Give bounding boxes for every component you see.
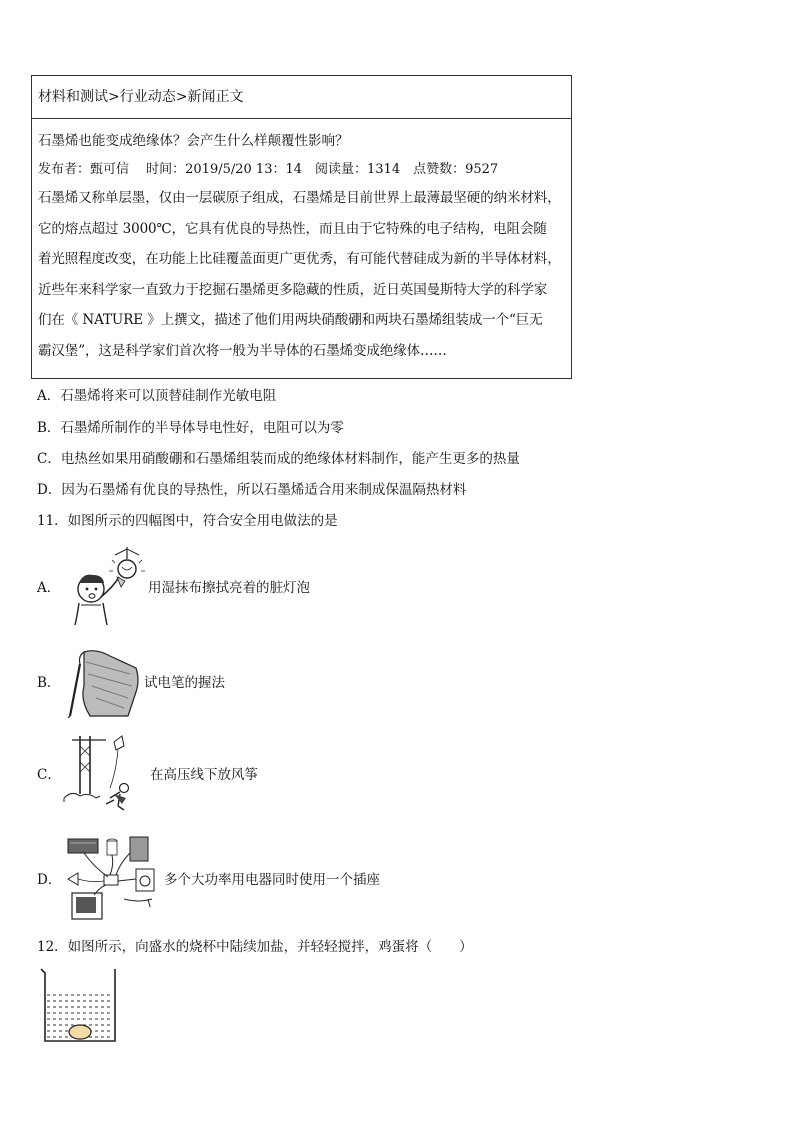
article-line: 霸汉堡”，这是科学家们首次将一般为半导体的石墨烯变成绝缘体…… [38,342,447,359]
q11-option-d-caption: 多个大功率用电器同时使用一个插座 [164,872,380,888]
article-line: 石墨烯又称单层墨，仅由一层碳原子组成，石墨烯是目前世界上最薄最坚硬的纳米材料， [38,190,561,206]
test-pen-grip-icon [66,646,142,722]
q11-option-b-caption: 试电笔的握法 [144,675,225,691]
article-line: 着光照程度改变，在功能上比硅覆盖面更广更优秀，有可能代替硅成为新的半导体材料， [38,251,561,268]
q10-option-b: B．石墨烯所制作的半导体导电性好，电阻可以为零 [37,420,344,436]
article-box [31,75,572,379]
q11-stem: 11．如图所示的四幅图中，符合安全用电做法的是 [37,513,338,529]
q11-option-c-letter: C． [37,767,61,783]
article-body [32,119,571,367]
q11-option-a-caption: 用湿抹布擦拭亮着的脏灯泡 [148,580,310,596]
q10-option-a: A．石墨烯将来可以顶替硅制作光敏电阻 [37,388,277,404]
breadcrumb: 材料和测试>行业动态>新闻正文 [32,76,571,119]
article-title: 石墨烯也能变成绝缘体？会产生什么样颠覆性影响？ [38,133,349,149]
q10-option-d: D．因为石墨烯有优良的导热性，所以石墨烯适合用来制成保温隔热材料 [37,482,467,498]
q12-stem: 12．如图所示，向盛水的烧杯中陆续加盐，并轻轻搅拌，鸡蛋将（ ） [37,939,473,955]
beaker-with-egg-icon [37,965,121,1049]
person-wiping-lamp-icon [67,545,149,631]
q10-option-c: C．电热丝如果用硝酸硼和石墨烯组装而成的绝缘体材料制作，能产生更多的热量 [37,451,520,467]
article-line: 近些年来科学家一直致力于挖掘石墨烯更多隐藏的性质，近日英国曼斯特大学的科学家 [38,281,548,298]
q11-option-c-caption: 在高压线下放风筝 [150,767,258,783]
q11-option-a-letter: A． [37,580,61,596]
overloaded-socket-icon [64,833,164,929]
article-line: 们在《 NATURE 》上撰文，描述了他们用两块硝酸硼和两块石墨烯组装成一个“巨无 [38,312,543,329]
q11-option-d-letter: D． [37,872,62,888]
article-line: 它的熔点超过 3000℃，它具有优良的导热性，而且由于它特殊的电子结构，电阻会随 [38,220,547,237]
article-meta: 发布者：甄可信 时间：2019/5/20 13：14 阅读量：1314 点赞数：9527 [38,162,499,177]
kite-under-power-line-icon [62,732,146,816]
q11-option-b-letter: B． [37,675,61,691]
